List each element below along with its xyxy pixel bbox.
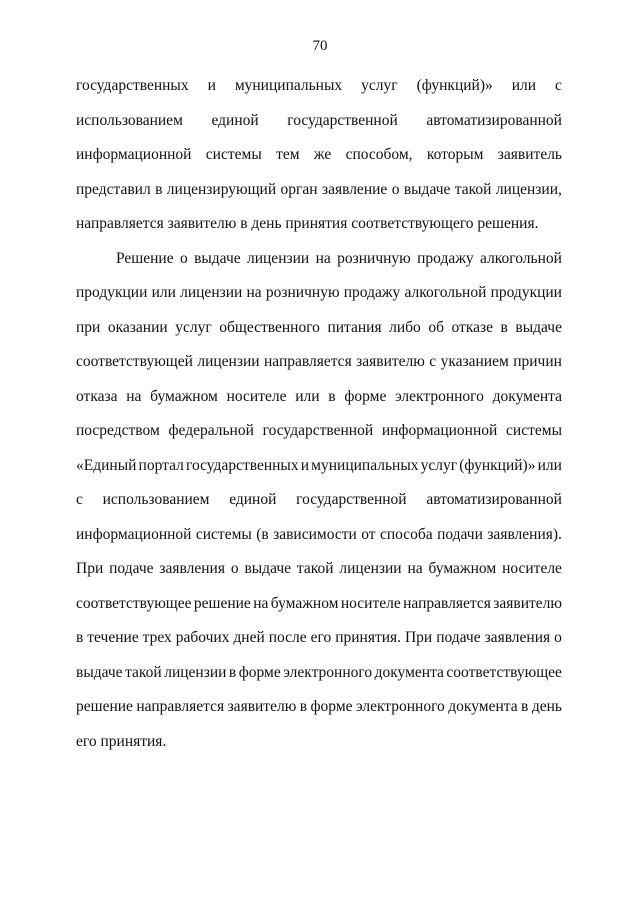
word: заявления xyxy=(484,629,551,646)
word: автоматизированной xyxy=(426,112,562,129)
word: заявитель xyxy=(497,146,562,163)
word: (функций)» xyxy=(459,457,536,474)
word: государственной xyxy=(287,112,398,129)
word: автоматизированной xyxy=(426,491,562,508)
word: носителе xyxy=(340,595,401,612)
word: государственной xyxy=(262,422,374,439)
word: о xyxy=(179,250,188,267)
word: единой xyxy=(211,112,259,129)
word: или xyxy=(537,457,562,474)
word: общественного xyxy=(219,319,320,336)
word: указанием xyxy=(440,353,509,370)
word: зависимости xyxy=(273,526,357,543)
text-line xyxy=(76,594,562,614)
word: муниципальных xyxy=(234,77,343,94)
text-line xyxy=(76,559,562,579)
word: о xyxy=(391,181,400,198)
word: подачи xyxy=(437,526,483,543)
word: форме xyxy=(310,698,353,715)
word: бумажном xyxy=(270,595,339,612)
word: при xyxy=(76,319,101,336)
word: или xyxy=(151,284,176,301)
word: использованием xyxy=(76,112,183,129)
text-line xyxy=(76,283,562,303)
word: от xyxy=(361,526,376,543)
word: о xyxy=(230,560,239,577)
word: же xyxy=(313,146,332,163)
word: государственной xyxy=(296,491,407,508)
word: выдаче xyxy=(194,250,241,267)
word: муниципальных xyxy=(311,457,419,474)
word: форме xyxy=(344,388,387,405)
word: продажу xyxy=(417,250,474,267)
word: лицензии, xyxy=(495,181,562,198)
word: выдаче xyxy=(244,560,292,577)
text-line xyxy=(76,628,562,648)
word: в xyxy=(521,698,529,715)
word: в xyxy=(500,319,508,336)
word: «Единый xyxy=(76,457,137,474)
word: которым xyxy=(426,146,484,163)
word: с xyxy=(555,77,562,94)
word: информационной xyxy=(76,146,192,163)
word: услуг xyxy=(361,77,398,94)
word: электронного xyxy=(395,388,484,405)
word: заявление xyxy=(321,181,388,198)
word: носителе xyxy=(226,388,287,405)
word: алкогольной xyxy=(480,250,562,267)
word: оказании xyxy=(107,319,168,336)
word: направляется xyxy=(136,698,225,715)
text-line: его принятия. xyxy=(76,733,167,750)
word: течение xyxy=(87,629,139,646)
word: документа xyxy=(448,698,518,715)
word: государственных xyxy=(76,77,189,94)
text-line xyxy=(76,490,562,510)
text-line xyxy=(76,76,562,96)
word: лицензии xyxy=(180,284,243,301)
word: после xyxy=(268,629,307,646)
word: документа xyxy=(492,388,562,405)
word: либо xyxy=(389,319,421,336)
text-line xyxy=(76,111,562,131)
text-line xyxy=(76,180,562,200)
word: на xyxy=(407,560,423,577)
word: (функций)» xyxy=(416,77,493,94)
word: выдаче xyxy=(403,181,451,198)
text-line xyxy=(76,421,562,441)
word: лицензии xyxy=(164,664,227,681)
word: заявителю xyxy=(356,353,425,370)
word: электронного xyxy=(283,664,373,681)
word: о xyxy=(554,629,562,646)
word: единой xyxy=(229,491,277,508)
word: трех xyxy=(142,629,172,646)
word: на xyxy=(315,250,331,267)
word: электронного xyxy=(355,698,445,715)
text-line xyxy=(76,352,562,372)
text-line xyxy=(76,697,562,717)
text-line xyxy=(116,249,562,269)
word: причин xyxy=(513,353,562,370)
word: орган xyxy=(280,181,318,198)
text-line xyxy=(76,318,562,338)
word: посредством xyxy=(76,422,160,439)
word: заявления). xyxy=(487,526,562,543)
word: документа xyxy=(374,664,444,681)
word: заявления xyxy=(159,560,225,577)
word: системы xyxy=(195,526,252,543)
word: лицензии xyxy=(197,353,260,370)
text-line xyxy=(76,525,562,545)
word: в xyxy=(228,664,237,681)
word: При xyxy=(76,560,104,577)
text-line xyxy=(76,456,562,476)
word: отказа xyxy=(76,388,118,405)
word: способом, xyxy=(345,146,413,163)
word: представил xyxy=(76,181,151,198)
word: день xyxy=(531,698,562,715)
word: направляется xyxy=(263,353,352,370)
word: с xyxy=(429,353,437,370)
word: бумажном xyxy=(150,388,218,405)
word: алкогольной xyxy=(404,284,487,301)
word: продукции xyxy=(490,284,562,301)
word: подаче xyxy=(109,560,154,577)
word: системы xyxy=(205,146,262,163)
word: услуг xyxy=(175,319,212,336)
word: такой xyxy=(125,664,162,681)
word: продажу xyxy=(343,284,401,301)
word: (в xyxy=(256,526,269,543)
word: принятия. xyxy=(335,629,402,646)
word: форме xyxy=(238,664,281,681)
word: Решение xyxy=(116,250,174,267)
word: бумажном xyxy=(428,560,497,577)
word: решение xyxy=(76,698,133,715)
word: решение xyxy=(193,595,251,612)
word: государственных xyxy=(186,457,299,474)
word: соответствующей xyxy=(76,353,193,370)
word: и xyxy=(300,457,310,474)
word: его xyxy=(310,629,332,646)
word: выдаче xyxy=(515,319,562,336)
word: в xyxy=(76,629,84,646)
word: лицензии xyxy=(246,250,310,267)
word: дней xyxy=(233,629,265,646)
word: услуг xyxy=(420,457,458,474)
word: или xyxy=(511,77,537,94)
word: тем xyxy=(276,146,300,163)
word: продукции xyxy=(76,284,148,301)
word: в xyxy=(155,181,163,198)
word: подаче xyxy=(436,629,481,646)
text-line xyxy=(76,145,562,165)
word: заявителю xyxy=(493,595,562,612)
word: направляется xyxy=(403,595,491,612)
word: на xyxy=(253,595,269,612)
word: соответствующее xyxy=(446,664,562,681)
word: в xyxy=(328,388,336,405)
word: питания xyxy=(327,319,382,336)
word: носителе xyxy=(502,560,562,577)
page-number: 70 xyxy=(312,38,328,54)
word: федеральной xyxy=(168,422,254,439)
text-line xyxy=(76,387,562,407)
word: портал xyxy=(138,457,184,474)
word: об xyxy=(428,319,444,336)
word: или xyxy=(295,388,320,405)
word: на xyxy=(246,284,262,301)
word: использованием xyxy=(102,491,210,508)
word: заявителю xyxy=(227,698,297,715)
word: соответствующее xyxy=(76,595,192,612)
word: лицензии xyxy=(339,560,402,577)
word: способа xyxy=(379,526,433,543)
word: лицензирующий xyxy=(166,181,277,198)
word: выдаче xyxy=(76,664,123,681)
word: и xyxy=(207,77,216,94)
word: системы xyxy=(506,422,562,439)
word: с xyxy=(76,491,83,508)
word: розничную xyxy=(265,284,340,301)
word: информационной xyxy=(76,526,192,543)
word: отказе xyxy=(451,319,494,336)
word: на xyxy=(126,388,142,405)
word: При xyxy=(404,629,433,646)
word: розничную xyxy=(337,250,411,267)
text-line xyxy=(76,663,562,683)
text-line: направляется заявителю в день принятия соответствующего решения. xyxy=(76,215,539,232)
word: рабочих xyxy=(175,629,230,646)
word: такой xyxy=(296,560,334,577)
word: в xyxy=(299,698,308,715)
word: информационной xyxy=(381,422,498,439)
word: такой xyxy=(454,181,492,198)
